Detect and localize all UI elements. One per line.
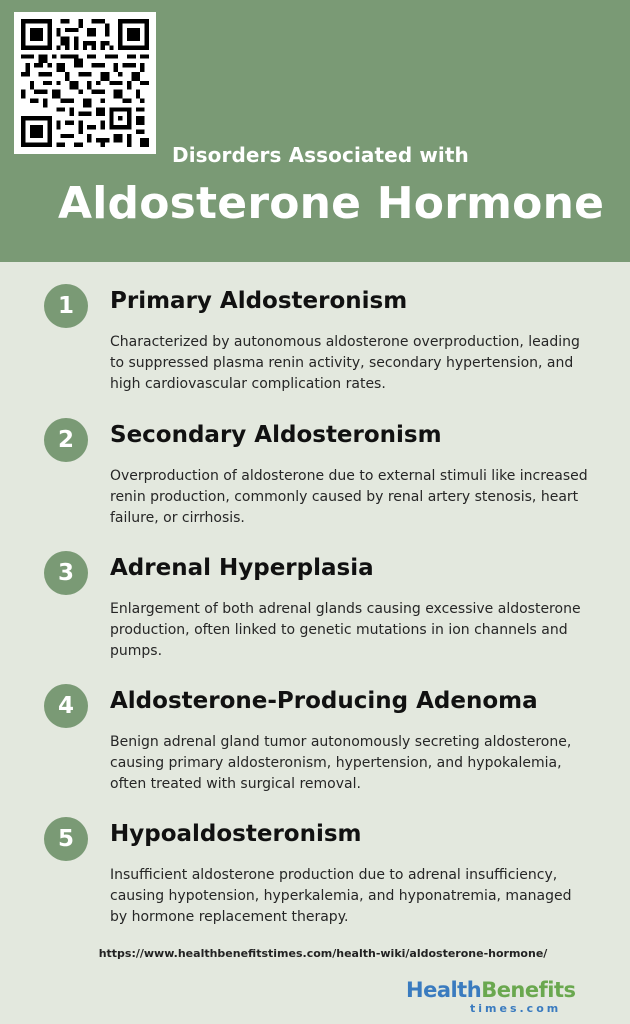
- logo-benefits-text: Benefits: [481, 978, 576, 1002]
- item-description: Benign adrenal gland tumor autonomously secreting aldosterone, causing primary aldosteronism, hypertension, and hypokalemia, often treated with surgical removal.: [110, 734, 572, 792]
- item-description: Enlargement of both adrenal glands causing excessive aldosterone production, often linked to genetic mutations in ion channels and pumps.: [110, 601, 581, 659]
- item-description: Overproduction of aldosterone due to external stimuli like increased renin production, commonly caused by renal artery stenosis, heart failure, or cirrhosis.: [110, 468, 588, 526]
- qr-code[interactable]: [14, 12, 156, 154]
- item-title: Adrenal Hyperplasia: [110, 555, 374, 581]
- qr-code-icon: [21, 19, 149, 147]
- item-title: Primary Aldosteronism: [110, 288, 408, 314]
- number-badge: 3: [44, 551, 88, 595]
- logo-subtext: times.com: [470, 1002, 562, 1015]
- item-title: Hypoaldosteronism: [110, 821, 362, 847]
- logo-wordmark: [406, 978, 576, 1002]
- page-title: Aldosterone Hormone: [58, 178, 605, 229]
- item-description: Insufficient aldosterone production due to adrenal insufficiency, causing hypotension, hyperkalemia, and hyponatremia, managed by hormone replacement therapy.: [110, 867, 572, 925]
- source-url-link[interactable]: https://www.healthbenefitstimes.com/health-wiki/aldosterone-hormone/: [98, 947, 548, 960]
- brand-logo[interactable]: [406, 978, 586, 1018]
- item-description: Characterized by autonomous aldosterone overproduction, leading to suppressed plasma renin activity, secondary hypertension, and high cardiovascular complication rates.: [110, 334, 580, 392]
- number-badge: 1: [44, 284, 88, 328]
- number-badge: 5: [44, 817, 88, 861]
- item-title: Aldosterone-Producing Adenoma: [110, 688, 538, 714]
- item-title: Secondary Aldosteronism: [110, 422, 442, 448]
- header-banner: [0, 0, 630, 262]
- number-badge: 2: [44, 418, 88, 462]
- logo-health-text: Health: [406, 978, 482, 1002]
- number-badge: 4: [44, 684, 88, 728]
- header-subtitle: Disorders Associated with: [172, 143, 469, 167]
